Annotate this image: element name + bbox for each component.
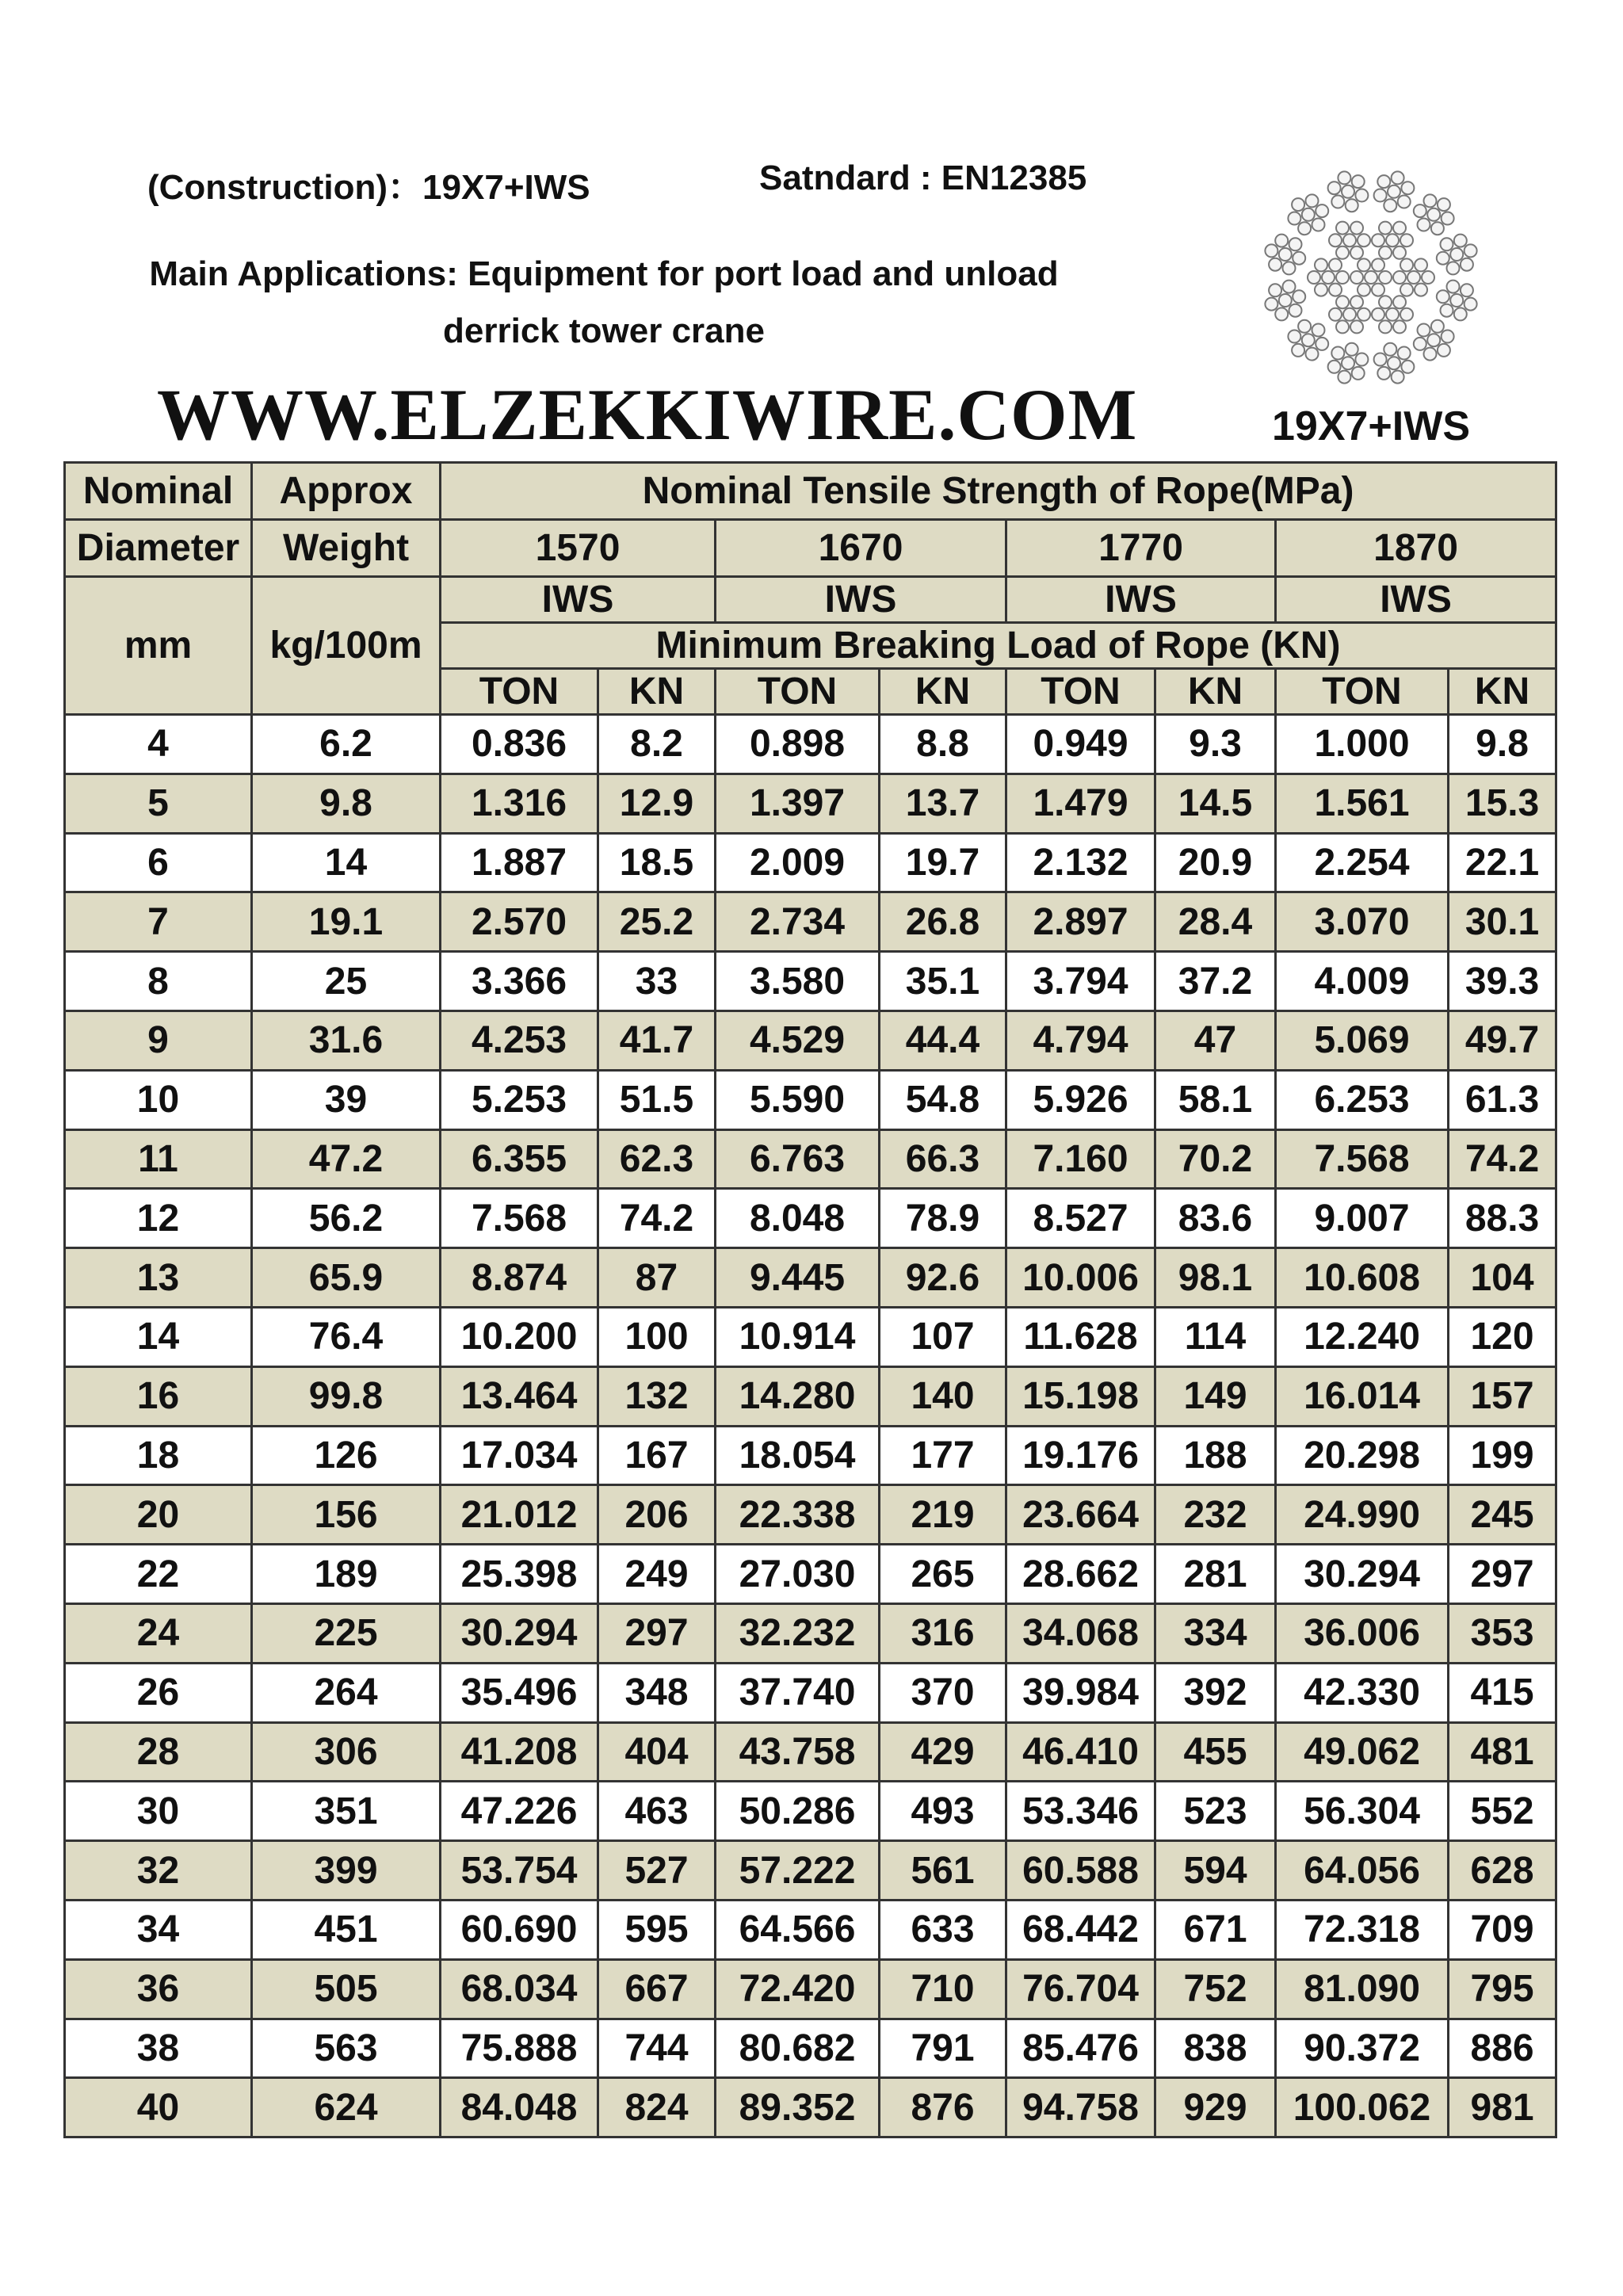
cell-ton-1670: 2.009 bbox=[716, 833, 880, 892]
cell-ton-1570: 35.496 bbox=[441, 1663, 598, 1722]
cell-kn-1570: 33 bbox=[598, 952, 716, 1011]
cell-ton-1870: 3.070 bbox=[1276, 892, 1449, 952]
header-kn: KN bbox=[880, 669, 1006, 715]
cell-ton-1770: 39.984 bbox=[1006, 1663, 1155, 1722]
applications-line-1: Main Applications: Equipment for port load and unload bbox=[149, 254, 1059, 293]
table-row bbox=[65, 833, 1556, 892]
cell-kn-1670: 876 bbox=[880, 2078, 1006, 2137]
cell-kn-1770: 455 bbox=[1155, 1722, 1276, 1782]
cell-weight: 25 bbox=[252, 952, 441, 1011]
cell-ton-1770: 76.704 bbox=[1006, 1959, 1155, 2019]
cell-ton-1670: 10.914 bbox=[716, 1307, 880, 1366]
cell-ton-1770: 10.006 bbox=[1006, 1248, 1155, 1308]
cell-kn-1870: 61.3 bbox=[1449, 1070, 1556, 1129]
cell-ton-1570: 17.034 bbox=[441, 1426, 598, 1485]
cell-weight: 76.4 bbox=[252, 1307, 441, 1366]
cell-kn-1770: 83.6 bbox=[1155, 1189, 1276, 1248]
cell-kn-1870: 157 bbox=[1449, 1366, 1556, 1426]
cell-kn-1670: 370 bbox=[880, 1663, 1006, 1722]
header-diameter-line2: Diameter bbox=[65, 520, 252, 577]
cell-kn-1670: 26.8 bbox=[880, 892, 1006, 952]
cell-ton-1570: 21.012 bbox=[441, 1485, 598, 1545]
cell-ton-1570: 1.316 bbox=[441, 774, 598, 833]
cell-kn-1570: 667 bbox=[598, 1959, 716, 2019]
cell-kn-1670: 219 bbox=[880, 1485, 1006, 1545]
cell-ton-1670: 57.222 bbox=[716, 1841, 880, 1901]
cell-kn-1770: 838 bbox=[1155, 2019, 1276, 2078]
cell-ton-1870: 1.000 bbox=[1276, 715, 1449, 774]
cell-ton-1670: 32.232 bbox=[716, 1603, 880, 1663]
table-row bbox=[65, 1782, 1556, 1841]
cell-kn-1870: 39.3 bbox=[1449, 952, 1556, 1011]
cell-kn-1870: 120 bbox=[1449, 1307, 1556, 1366]
cell-kn-1870: 199 bbox=[1449, 1426, 1556, 1485]
cell-ton-1670: 14.280 bbox=[716, 1366, 880, 1426]
header-kn: KN bbox=[598, 669, 716, 715]
cell-ton-1670: 37.740 bbox=[716, 1663, 880, 1722]
cell-ton-1770: 85.476 bbox=[1006, 2019, 1155, 2078]
cell-kn-1870: 795 bbox=[1449, 1959, 1556, 2019]
cell-ton-1870: 64.056 bbox=[1276, 1841, 1449, 1901]
table-row bbox=[65, 1070, 1556, 1129]
cell-ton-1870: 4.009 bbox=[1276, 952, 1449, 1011]
cell-ton-1770: 11.628 bbox=[1006, 1307, 1155, 1366]
cell-kn-1670: 107 bbox=[880, 1307, 1006, 1366]
cell-diameter: 10 bbox=[65, 1070, 252, 1129]
cell-diameter: 12 bbox=[65, 1189, 252, 1248]
cell-kn-1770: 47 bbox=[1155, 1010, 1276, 1070]
table-row bbox=[65, 1900, 1556, 1959]
cell-kn-1670: 316 bbox=[880, 1603, 1006, 1663]
cell-ton-1870: 6.253 bbox=[1276, 1070, 1449, 1129]
cell-kn-1770: 334 bbox=[1155, 1603, 1276, 1663]
cell-kn-1870: 628 bbox=[1449, 1841, 1556, 1901]
header-ton: TON bbox=[1006, 669, 1155, 715]
cell-kn-1570: 595 bbox=[598, 1900, 716, 1959]
cell-kn-1570: 62.3 bbox=[598, 1129, 716, 1189]
cell-ton-1770: 53.346 bbox=[1006, 1782, 1155, 1841]
cell-kn-1670: 54.8 bbox=[880, 1070, 1006, 1129]
cell-ton-1670: 8.048 bbox=[716, 1189, 880, 1248]
cell-diameter: 28 bbox=[65, 1722, 252, 1782]
cell-weight: 189 bbox=[252, 1545, 441, 1604]
cell-kn-1670: 177 bbox=[880, 1426, 1006, 1485]
cell-kn-1870: 49.7 bbox=[1449, 1010, 1556, 1070]
table-row bbox=[65, 2078, 1556, 2137]
applications-line-2: derrick tower crane bbox=[443, 311, 765, 350]
cell-ton-1870: 42.330 bbox=[1276, 1663, 1449, 1722]
header-core-type: IWS bbox=[716, 577, 1006, 623]
header-ton: TON bbox=[441, 669, 598, 715]
cell-ton-1670: 5.590 bbox=[716, 1070, 880, 1129]
cell-kn-1570: 132 bbox=[598, 1366, 716, 1426]
cell-kn-1670: 8.8 bbox=[880, 715, 1006, 774]
cell-diameter: 4 bbox=[65, 715, 252, 774]
cell-ton-1870: 90.372 bbox=[1276, 2019, 1449, 2078]
cell-kn-1770: 671 bbox=[1155, 1900, 1276, 1959]
cell-ton-1870: 2.254 bbox=[1276, 833, 1449, 892]
cell-ton-1770: 5.926 bbox=[1006, 1070, 1155, 1129]
cell-ton-1570: 4.253 bbox=[441, 1010, 598, 1070]
cell-kn-1870: 30.1 bbox=[1449, 892, 1556, 952]
cell-ton-1570: 10.200 bbox=[441, 1307, 598, 1366]
cell-weight: 451 bbox=[252, 1900, 441, 1959]
cell-kn-1870: 552 bbox=[1449, 1782, 1556, 1841]
cell-diameter: 36 bbox=[65, 1959, 252, 2019]
table-row bbox=[65, 1603, 1556, 1663]
cell-diameter: 11 bbox=[65, 1129, 252, 1189]
cell-ton-1670: 50.286 bbox=[716, 1782, 880, 1841]
table-row bbox=[65, 774, 1556, 833]
cell-diameter: 13 bbox=[65, 1248, 252, 1308]
table-row bbox=[65, 1129, 1556, 1189]
cell-kn-1770: 232 bbox=[1155, 1485, 1276, 1545]
cell-kn-1870: 74.2 bbox=[1449, 1129, 1556, 1189]
cell-diameter: 32 bbox=[65, 1841, 252, 1901]
cell-ton-1770: 2.897 bbox=[1006, 892, 1155, 952]
cell-ton-1570: 2.570 bbox=[441, 892, 598, 952]
header-grade: 1570 bbox=[441, 520, 716, 577]
cell-diameter: 16 bbox=[65, 1366, 252, 1426]
cell-weight: 505 bbox=[252, 1959, 441, 2019]
cell-kn-1770: 14.5 bbox=[1155, 774, 1276, 833]
cell-kn-1870: 15.3 bbox=[1449, 774, 1556, 833]
header-grade: 1670 bbox=[716, 520, 1006, 577]
cell-kn-1770: 70.2 bbox=[1155, 1129, 1276, 1189]
cell-ton-1770: 19.176 bbox=[1006, 1426, 1155, 1485]
cell-diameter: 14 bbox=[65, 1307, 252, 1366]
cell-kn-1770: 28.4 bbox=[1155, 892, 1276, 952]
cell-ton-1570: 47.226 bbox=[441, 1782, 598, 1841]
cell-ton-1870: 36.006 bbox=[1276, 1603, 1449, 1663]
header-core-type: IWS bbox=[1276, 577, 1556, 623]
cell-ton-1570: 6.355 bbox=[441, 1129, 598, 1189]
header-approx-weight: Approx bbox=[252, 463, 441, 520]
cell-kn-1770: 594 bbox=[1155, 1841, 1276, 1901]
cell-ton-1570: 8.874 bbox=[441, 1248, 598, 1308]
cell-ton-1670: 22.338 bbox=[716, 1485, 880, 1545]
cell-ton-1870: 100.062 bbox=[1276, 2078, 1449, 2137]
cell-kn-1670: 633 bbox=[880, 1900, 1006, 1959]
cell-ton-1570: 60.690 bbox=[441, 1900, 598, 1959]
header-tensile-strength: Nominal Tensile Strength of Rope(MPa) bbox=[441, 463, 1556, 520]
cell-weight: 264 bbox=[252, 1663, 441, 1722]
cell-kn-1670: 92.6 bbox=[880, 1248, 1006, 1308]
header-kn: KN bbox=[1155, 669, 1276, 715]
cell-ton-1870: 7.568 bbox=[1276, 1129, 1449, 1189]
table-row bbox=[65, 1366, 1556, 1426]
cell-kn-1870: 353 bbox=[1449, 1603, 1556, 1663]
cell-kn-1570: 249 bbox=[598, 1545, 716, 1604]
cell-kn-1670: 19.7 bbox=[880, 833, 1006, 892]
cell-kn-1570: 74.2 bbox=[598, 1189, 716, 1248]
cell-diameter: 22 bbox=[65, 1545, 252, 1604]
cell-kn-1870: 415 bbox=[1449, 1663, 1556, 1722]
standard-label: Satndard : EN12385 bbox=[759, 159, 1087, 197]
cell-ton-1870: 30.294 bbox=[1276, 1545, 1449, 1604]
header-core-type: IWS bbox=[1006, 577, 1276, 623]
cell-weight: 99.8 bbox=[252, 1366, 441, 1426]
header-grade: 1870 bbox=[1276, 520, 1556, 577]
cell-kn-1770: 9.3 bbox=[1155, 715, 1276, 774]
cell-weight: 156 bbox=[252, 1485, 441, 1545]
cell-kn-1570: 348 bbox=[598, 1663, 716, 1722]
cell-ton-1870: 24.990 bbox=[1276, 1485, 1449, 1545]
cell-ton-1770: 1.479 bbox=[1006, 774, 1155, 833]
table-row bbox=[65, 1307, 1556, 1366]
rope-cross-section-label: 19X7+IWS bbox=[1271, 403, 1471, 449]
cell-ton-1670: 64.566 bbox=[716, 1900, 880, 1959]
cell-ton-1670: 80.682 bbox=[716, 2019, 880, 2078]
cell-kn-1770: 392 bbox=[1155, 1663, 1276, 1722]
cell-weight: 399 bbox=[252, 1841, 441, 1901]
table-row bbox=[65, 1545, 1556, 1604]
table-row bbox=[65, 892, 1556, 952]
cell-weight: 14 bbox=[252, 833, 441, 892]
cell-diameter: 30 bbox=[65, 1782, 252, 1841]
cell-diameter: 34 bbox=[65, 1900, 252, 1959]
cell-ton-1770: 3.794 bbox=[1006, 952, 1155, 1011]
cell-ton-1670: 2.734 bbox=[716, 892, 880, 952]
table-row bbox=[65, 1010, 1556, 1070]
cell-kn-1670: 66.3 bbox=[880, 1129, 1006, 1189]
table-row bbox=[65, 1426, 1556, 1485]
cell-ton-1770: 46.410 bbox=[1006, 1722, 1155, 1782]
cell-kn-1570: 297 bbox=[598, 1603, 716, 1663]
cell-weight: 351 bbox=[252, 1782, 441, 1841]
cell-kn-1770: 114 bbox=[1155, 1307, 1276, 1366]
cell-kn-1870: 88.3 bbox=[1449, 1189, 1556, 1248]
cell-kn-1870: 22.1 bbox=[1449, 833, 1556, 892]
cell-ton-1570: 0.836 bbox=[441, 715, 598, 774]
table-body bbox=[65, 715, 1556, 2137]
cell-ton-1870: 56.304 bbox=[1276, 1782, 1449, 1841]
cell-ton-1870: 20.298 bbox=[1276, 1426, 1449, 1485]
cell-kn-1570: 527 bbox=[598, 1841, 716, 1901]
cell-kn-1870: 245 bbox=[1449, 1485, 1556, 1545]
table-row bbox=[65, 715, 1556, 774]
header-ton: TON bbox=[716, 669, 880, 715]
cell-kn-1570: 18.5 bbox=[598, 833, 716, 892]
cell-ton-1570: 5.253 bbox=[441, 1070, 598, 1129]
cell-ton-1670: 3.580 bbox=[716, 952, 880, 1011]
cell-diameter: 40 bbox=[65, 2078, 252, 2137]
cell-weight: 56.2 bbox=[252, 1189, 441, 1248]
cell-ton-1670: 4.529 bbox=[716, 1010, 880, 1070]
cell-ton-1870: 9.007 bbox=[1276, 1189, 1449, 1248]
cell-ton-1870: 16.014 bbox=[1276, 1366, 1449, 1426]
header-grade: 1770 bbox=[1006, 520, 1276, 577]
cell-kn-1870: 9.8 bbox=[1449, 715, 1556, 774]
cell-kn-1570: 167 bbox=[598, 1426, 716, 1485]
cell-ton-1870: 5.069 bbox=[1276, 1010, 1449, 1070]
cell-kn-1670: 78.9 bbox=[880, 1189, 1006, 1248]
cell-diameter: 38 bbox=[65, 2019, 252, 2078]
cell-ton-1670: 1.397 bbox=[716, 774, 880, 833]
cell-weight: 6.2 bbox=[252, 715, 441, 774]
table-row bbox=[65, 1722, 1556, 1782]
cell-ton-1670: 18.054 bbox=[716, 1426, 880, 1485]
cell-kn-1670: 265 bbox=[880, 1545, 1006, 1604]
cell-weight: 31.6 bbox=[252, 1010, 441, 1070]
cell-kn-1670: 44.4 bbox=[880, 1010, 1006, 1070]
cell-ton-1770: 4.794 bbox=[1006, 1010, 1155, 1070]
cell-ton-1670: 27.030 bbox=[716, 1545, 880, 1604]
website-url: WWW.ELZEKKIWIRE.COM bbox=[157, 374, 1138, 455]
cell-ton-1770: 94.758 bbox=[1006, 2078, 1155, 2137]
cell-ton-1570: 1.887 bbox=[441, 833, 598, 892]
cell-ton-1670: 89.352 bbox=[716, 2078, 880, 2137]
cell-kn-1570: 744 bbox=[598, 2019, 716, 2078]
cell-weight: 9.8 bbox=[252, 774, 441, 833]
cell-kn-1870: 297 bbox=[1449, 1545, 1556, 1604]
header-weight-line2: Weight bbox=[252, 520, 441, 577]
cell-ton-1570: 3.366 bbox=[441, 952, 598, 1011]
cell-ton-1870: 12.240 bbox=[1276, 1307, 1449, 1366]
cell-kn-1870: 481 bbox=[1449, 1722, 1556, 1782]
cell-ton-1670: 72.420 bbox=[716, 1959, 880, 2019]
cell-weight: 225 bbox=[252, 1603, 441, 1663]
cell-ton-1670: 6.763 bbox=[716, 1129, 880, 1189]
cell-kn-1870: 886 bbox=[1449, 2019, 1556, 2078]
cell-kn-1770: 98.1 bbox=[1155, 1248, 1276, 1308]
cell-kn-1670: 35.1 bbox=[880, 952, 1006, 1011]
table-row bbox=[65, 1663, 1556, 1722]
cell-kn-1570: 824 bbox=[598, 2078, 716, 2137]
header-nominal-diameter: Nominal bbox=[65, 463, 252, 520]
cell-weight: 47.2 bbox=[252, 1129, 441, 1189]
cell-kn-1770: 281 bbox=[1155, 1545, 1276, 1604]
cell-ton-1770: 7.160 bbox=[1006, 1129, 1155, 1189]
cell-ton-1570: 41.208 bbox=[441, 1722, 598, 1782]
cell-kn-1670: 13.7 bbox=[880, 774, 1006, 833]
cell-kn-1770: 188 bbox=[1155, 1426, 1276, 1485]
header-ton: TON bbox=[1276, 669, 1449, 715]
cell-kn-1870: 709 bbox=[1449, 1900, 1556, 1959]
cell-ton-1570: 75.888 bbox=[441, 2019, 598, 2078]
cell-ton-1570: 7.568 bbox=[441, 1189, 598, 1248]
cell-kn-1670: 429 bbox=[880, 1722, 1006, 1782]
cell-ton-1770: 28.662 bbox=[1006, 1545, 1155, 1604]
cell-weight: 624 bbox=[252, 2078, 441, 2137]
cell-ton-1870: 10.608 bbox=[1276, 1248, 1449, 1308]
cell-kn-1870: 104 bbox=[1449, 1248, 1556, 1308]
cell-kn-1770: 752 bbox=[1155, 1959, 1276, 2019]
cell-diameter: 26 bbox=[65, 1663, 252, 1722]
cell-ton-1870: 72.318 bbox=[1276, 1900, 1449, 1959]
cell-kn-1570: 100 bbox=[598, 1307, 716, 1366]
cell-diameter: 18 bbox=[65, 1426, 252, 1485]
cell-kn-1770: 37.2 bbox=[1155, 952, 1276, 1011]
cell-ton-1570: 84.048 bbox=[441, 2078, 598, 2137]
cell-weight: 126 bbox=[252, 1426, 441, 1485]
cell-kn-1570: 25.2 bbox=[598, 892, 716, 952]
cell-kn-1670: 140 bbox=[880, 1366, 1006, 1426]
cell-kn-1670: 561 bbox=[880, 1841, 1006, 1901]
header-unit-weight: kg/100m bbox=[252, 577, 441, 715]
cell-ton-1570: 30.294 bbox=[441, 1603, 598, 1663]
construction-label: (Construction)：19X7+IWS bbox=[147, 168, 590, 207]
cell-kn-1570: 51.5 bbox=[598, 1070, 716, 1129]
cell-ton-1870: 1.561 bbox=[1276, 774, 1449, 833]
cell-weight: 65.9 bbox=[252, 1248, 441, 1308]
cell-ton-1770: 15.198 bbox=[1006, 1366, 1155, 1426]
cell-kn-1770: 149 bbox=[1155, 1366, 1276, 1426]
cell-ton-1770: 34.068 bbox=[1006, 1603, 1155, 1663]
cell-kn-1870: 981 bbox=[1449, 2078, 1556, 2137]
cell-weight: 563 bbox=[252, 2019, 441, 2078]
table-row bbox=[65, 1189, 1556, 1248]
cell-ton-1570: 25.398 bbox=[441, 1545, 598, 1604]
cell-diameter: 9 bbox=[65, 1010, 252, 1070]
main-applications bbox=[0, 246, 1208, 360]
table-row bbox=[65, 952, 1556, 1011]
cell-kn-1770: 523 bbox=[1155, 1782, 1276, 1841]
cell-kn-1770: 58.1 bbox=[1155, 1070, 1276, 1129]
cell-ton-1770: 60.588 bbox=[1006, 1841, 1155, 1901]
cell-ton-1770: 2.132 bbox=[1006, 833, 1155, 892]
cell-diameter: 6 bbox=[65, 833, 252, 892]
cell-ton-1670: 9.445 bbox=[716, 1248, 880, 1308]
cell-ton-1870: 81.090 bbox=[1276, 1959, 1449, 2019]
breaking-load-table bbox=[63, 461, 1557, 2138]
cell-ton-1770: 0.949 bbox=[1006, 715, 1155, 774]
cell-ton-1570: 68.034 bbox=[441, 1959, 598, 2019]
table-row bbox=[65, 1841, 1556, 1901]
cell-weight: 39 bbox=[252, 1070, 441, 1129]
header-kn: KN bbox=[1449, 669, 1556, 715]
cell-kn-1570: 463 bbox=[598, 1782, 716, 1841]
cell-diameter: 20 bbox=[65, 1485, 252, 1545]
header-breaking-load: Minimum Breaking Load of Rope (KN) bbox=[441, 623, 1556, 669]
cell-ton-1770: 68.442 bbox=[1006, 1900, 1155, 1959]
cell-kn-1570: 12.9 bbox=[598, 774, 716, 833]
cell-weight: 306 bbox=[252, 1722, 441, 1782]
cell-diameter: 5 bbox=[65, 774, 252, 833]
cell-kn-1670: 493 bbox=[880, 1782, 1006, 1841]
table-row bbox=[65, 1248, 1556, 1308]
cell-diameter: 24 bbox=[65, 1603, 252, 1663]
header-unit-mm: mm bbox=[65, 577, 252, 715]
cell-ton-1670: 0.898 bbox=[716, 715, 880, 774]
cell-diameter: 8 bbox=[65, 952, 252, 1011]
cell-diameter: 7 bbox=[65, 892, 252, 952]
cell-weight: 19.1 bbox=[252, 892, 441, 952]
cell-kn-1670: 710 bbox=[880, 1959, 1006, 2019]
cell-ton-1670: 43.758 bbox=[716, 1722, 880, 1782]
cell-ton-1570: 13.464 bbox=[441, 1366, 598, 1426]
cell-ton-1570: 53.754 bbox=[441, 1841, 598, 1901]
table-row bbox=[65, 1485, 1556, 1545]
cell-kn-1570: 41.7 bbox=[598, 1010, 716, 1070]
cell-kn-1570: 8.2 bbox=[598, 715, 716, 774]
cell-ton-1770: 23.664 bbox=[1006, 1485, 1155, 1545]
table-row bbox=[65, 2019, 1556, 2078]
cell-ton-1870: 49.062 bbox=[1276, 1722, 1449, 1782]
cell-kn-1570: 404 bbox=[598, 1722, 716, 1782]
cell-kn-1570: 87 bbox=[598, 1248, 716, 1308]
cell-kn-1570: 206 bbox=[598, 1485, 716, 1545]
cell-kn-1670: 791 bbox=[880, 2019, 1006, 2078]
cell-kn-1770: 20.9 bbox=[1155, 833, 1276, 892]
header-core-type: IWS bbox=[441, 577, 716, 623]
table-row bbox=[65, 1959, 1556, 2019]
cell-ton-1770: 8.527 bbox=[1006, 1189, 1155, 1248]
cell-kn-1770: 929 bbox=[1155, 2078, 1276, 2137]
